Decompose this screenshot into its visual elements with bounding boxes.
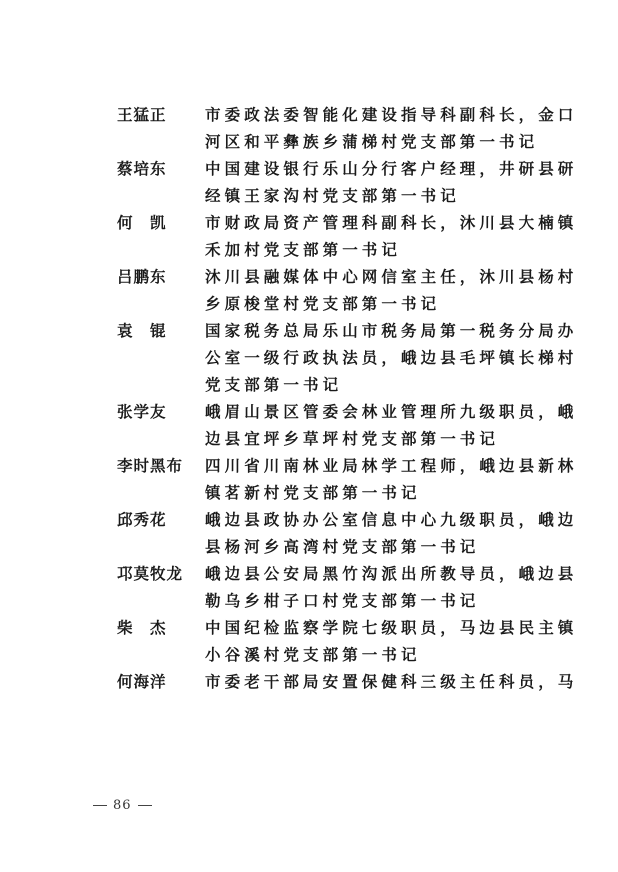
appointee-entry	[117, 209, 578, 263]
appointee-name: 袁 锟	[117, 321, 167, 340]
description-line: 勒乌乡柑子口村党支部第一书记	[205, 591, 480, 610]
description-line: 国家税务总局乐山市税务局第一税务分局办	[205, 321, 578, 340]
description-line: 县杨河乡高湾村党支部第一书记	[205, 537, 480, 556]
appointee-description	[205, 398, 577, 452]
description-line: 四川省川南林业局林学工程师，峨边县新林	[205, 456, 578, 475]
appointee-entry	[117, 317, 578, 398]
appointee-description	[205, 560, 577, 614]
appointee-entry	[117, 560, 578, 614]
description-line: 边县宜坪乡草坪村党支部第一书记	[205, 429, 500, 448]
appointee-entry	[117, 398, 578, 452]
appointee-description	[205, 209, 577, 263]
description-line: 峨边县公安局黑竹沟派出所教导员，峨边县	[205, 564, 578, 583]
appointee-description	[205, 317, 577, 398]
appointee-description	[205, 155, 577, 209]
description-line: 经镇王家沟村党支部第一书记	[205, 186, 460, 205]
description-line: 镇茗新村党支部第一书记	[205, 483, 421, 502]
description-line: 市委老干部局安置保健科三级主任科员，马	[205, 672, 578, 691]
description-line: 河区和平彝族乡蒲梯村党支部第一书记	[205, 132, 539, 151]
appointee-entry	[117, 263, 578, 317]
description-line: 中国纪检监察学院七级职员，马边县民主镇	[205, 618, 578, 637]
appointee-description	[205, 452, 577, 506]
description-line: 乡原梭堂村党支部第一书记	[205, 294, 441, 313]
appointee-name: 邱秀花	[117, 510, 167, 529]
appointee-name: 柴 杰	[117, 618, 167, 637]
appointee-entry	[117, 155, 578, 209]
appointee-name: 何 凯	[117, 213, 167, 232]
appointee-description	[205, 263, 577, 317]
footer-dash-left	[93, 805, 107, 806]
appointee-description	[205, 614, 577, 668]
footer-dash-right	[138, 805, 152, 806]
appointee-name: 吕鹏东	[117, 267, 167, 286]
description-line: 沐川县融媒体中心网信室主任，沐川县杨村	[205, 267, 578, 286]
page-number: 86	[113, 798, 132, 813]
appointee-entry	[117, 614, 578, 668]
description-line: 中国建设银行乐山分行客户经理，井研县研	[205, 159, 578, 178]
appointee-entry	[117, 668, 578, 695]
page-footer	[87, 798, 158, 813]
appointee-name: 邛莫牧龙	[117, 564, 184, 583]
description-line: 市委政法委智能化建设指导科副科长，金口	[205, 105, 578, 124]
appointee-description	[205, 506, 577, 560]
description-line: 峨边县政协办公室信息中心九级职员，峨边	[205, 510, 578, 529]
appointee-entry	[117, 506, 578, 560]
appointee-name: 何海洋	[117, 672, 167, 691]
appointee-description	[205, 668, 577, 695]
description-line: 党支部第一书记	[205, 375, 343, 394]
appointee-name: 李时黑布	[117, 456, 184, 475]
description-line: 小谷溪村党支部第一书记	[205, 645, 421, 664]
description-line: 禾加村党支部第一书记	[205, 240, 402, 259]
appointee-entry	[117, 452, 578, 506]
appointee-entry	[117, 101, 578, 155]
appointee-name: 王猛正	[117, 105, 167, 124]
description-line: 公室一级行政执法员，峨边县毛坪镇长梯村	[205, 348, 578, 367]
appointee-description	[205, 101, 577, 155]
description-line: 峨眉山景区管委会林业管理所九级职员，峨	[205, 402, 578, 421]
appointee-name: 蔡培东	[117, 159, 167, 178]
appointee-name: 张学友	[117, 402, 167, 421]
appointee-list	[117, 101, 578, 695]
description-line: 市财政局资产管理科副科长，沐川县大楠镇	[205, 213, 578, 232]
